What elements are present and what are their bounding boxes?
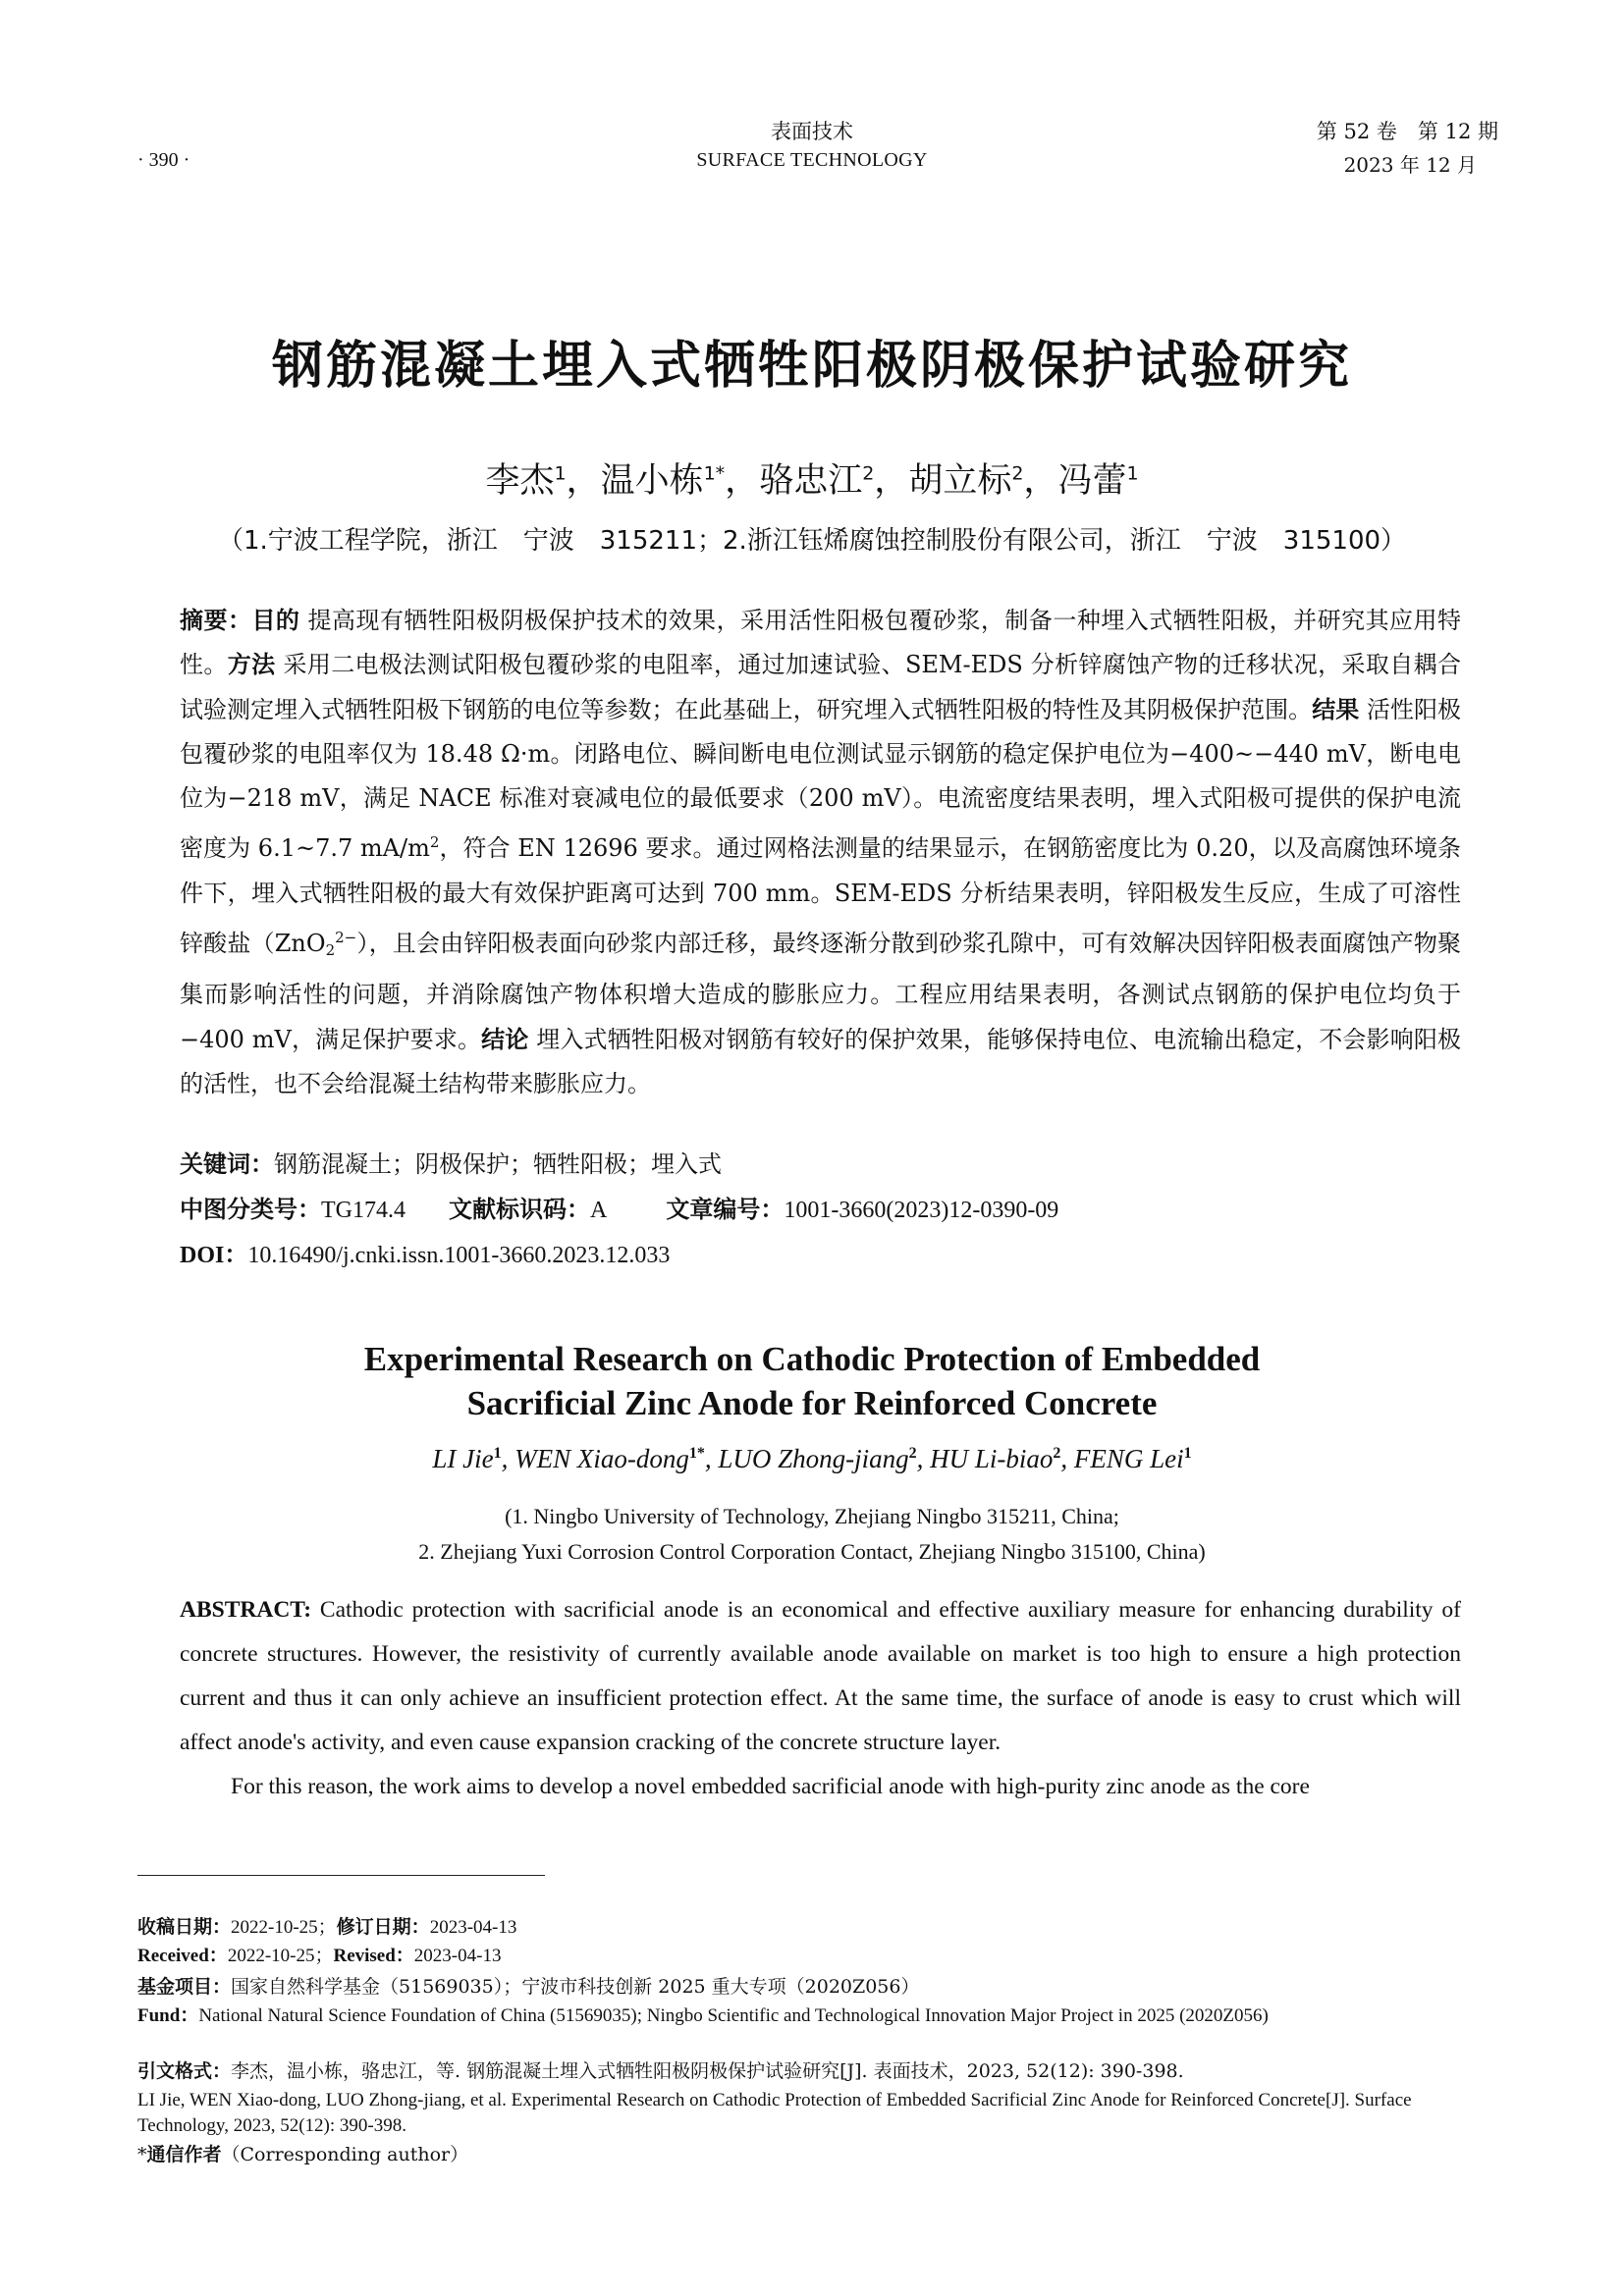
english-title-line: Sacrificial Zinc Anode for Reinforced Concrete xyxy=(466,1384,1158,1422)
author-mark: 2 xyxy=(908,1445,917,1462)
author-name: 冯蕾 xyxy=(1057,461,1127,501)
doi-value: 10.16490/j.cnki.issn.1001-3660.2023.12.033 xyxy=(247,1243,671,1268)
objective-text: 提高现有牺牲阳极阴极保护技术的效果，采用活性阳极包覆砂浆，制备一种埋入式牺牲阳极，并研究其应用特性。 xyxy=(180,607,1461,679)
author-separator: , xyxy=(501,1444,515,1473)
page-number: · 390 · xyxy=(137,149,190,171)
footnote-label: Fund： xyxy=(137,2005,199,2026)
author-name: WEN Xiao-dong xyxy=(514,1444,689,1473)
author-mark: 1* xyxy=(703,462,726,485)
methods-text: 采用二电极法测试阳极包覆砂浆的电阻率，通过加速试验、SEM-EDS 分析锌腐蚀产物的迁移状况，采取自耦合试验测定埋入式牺牲阳极下钢筋的电位等参数；在此基础上，研究埋入式牺牲阳极的特性及其阴极保护范围。 xyxy=(180,651,1462,723)
results-label: 结果 xyxy=(1312,695,1360,723)
author-mark: 2 xyxy=(1053,1445,1061,1462)
author-separator: ， xyxy=(566,461,601,501)
author-separator: ， xyxy=(725,461,760,501)
affiliation-en: 2. Zhejiang Yuxi Corrosion Control Corporation Contact, Zhejiang Ningbo 315100, China) xyxy=(418,1539,1206,1564)
footnote-received-cn xyxy=(137,1914,1497,1941)
footnote-text: 2023-04-13 xyxy=(413,1946,502,1966)
issue-date: 2023 年 12 月 xyxy=(1343,153,1477,177)
abstract-en-text: Cathodic protection with sacrificial anode is an economical and effective auxiliary measure for enhancing durability of concrete structures. However, the resistivity of currently available anode available on market is too high to ensure a high protection current and thus it can only achieve an insufficient protection effect. At the same time, the surface of anode is easy to crust which will affect anode's activity, and even cause expansion cracking of the concrete structure layer. xyxy=(180,1597,1461,1755)
author-mark: 1 xyxy=(493,1445,502,1462)
subscript: 2 xyxy=(325,941,336,960)
author-name: 骆忠江 xyxy=(759,461,863,501)
keywords xyxy=(180,1145,722,1179)
footnote-corresponding xyxy=(137,2142,1497,2167)
footnote-citation-en: LI Jie, WEN Xiao-dong, LUO Zhong-jiang, et al. Experimental Research on Cathodic Protection of Embedded Sacrificial Zinc Anode for Reinforced Concrete[J]. Surface Technology, 2023, 52(12): 390-398. xyxy=(137,2090,1412,2136)
footnote-label: 基金项目： xyxy=(137,1976,232,1998)
author-name: 胡立标 xyxy=(908,461,1012,501)
doc-code-value: A xyxy=(590,1198,608,1223)
footnote-label: 引文格式： xyxy=(137,2060,232,2082)
footnote-received-en xyxy=(137,1944,1497,1969)
author-mark: 1 xyxy=(1183,1445,1192,1462)
footnote-fund-cn xyxy=(137,1974,1497,2000)
superscript: 2− xyxy=(335,929,357,947)
footnote-text: 2022-10-25； xyxy=(231,1917,337,1938)
abstract-label: 摘要： xyxy=(180,607,252,634)
author-separator: , xyxy=(1060,1444,1074,1473)
author-separator: ， xyxy=(874,461,909,501)
doc-code-label: 文献标识码： xyxy=(449,1196,590,1223)
author-name: HU Li-biao xyxy=(930,1444,1054,1473)
footnote-divider xyxy=(137,1875,545,1876)
journal-name-cn: 表面技术 xyxy=(771,120,853,143)
classification-line xyxy=(180,1190,1058,1224)
author-mark: 2 xyxy=(1011,462,1024,485)
footnote-label: 收稿日期： xyxy=(137,1916,232,1938)
author-separator: , xyxy=(916,1444,931,1473)
keywords-label: 关键词： xyxy=(180,1150,274,1178)
footnote-fund-en xyxy=(137,2003,1497,2029)
page-title: 钢筋混凝土埋入式牺牲阳极阴极保护试验研究 xyxy=(271,337,1352,396)
footnote-mark: * xyxy=(137,2144,147,2165)
clc-label: 中图分类号： xyxy=(180,1196,321,1223)
results-text: ，符合 EN 12696 要求。通过网格法测量的结果显示，在钢筋密度比为 0.20，以及高腐蚀环境条件下，埋入式牺牲阳极的最大有效保护距离可达到 700 mm。SEM-EDS 分析结果表明，锌阳极发生反应，生成了可溶性锌酸盐（ZnO xyxy=(180,834,1461,958)
volume-issue: 第 52 卷 第 12 期 xyxy=(1316,120,1498,143)
footnote-text: National Natural Science Foundation of China (51569035); Ningbo Scientific and Technological Innovation Major Project in 2025 (2020Z056) xyxy=(198,2005,1269,2026)
author-mark: 2 xyxy=(862,462,875,485)
abstract-en xyxy=(180,1588,1461,1809)
footnote-label: Received： xyxy=(137,1946,228,1966)
author-separator: ， xyxy=(1023,461,1058,501)
author-name: 温小栋 xyxy=(600,461,704,501)
conclusion-label: 结论 xyxy=(481,1025,529,1053)
footnote-text: 2023-04-13 xyxy=(429,1917,517,1938)
author-name: FENG Lei xyxy=(1073,1444,1184,1473)
conclusion-text: 埋入式牺牲阳极对钢筋有较好的保护效果，能够保持电位、电流输出稳定，不会影响阳极的活性，也不会给混凝土结构带来膨胀应力。 xyxy=(180,1025,1461,1097)
footnote-text: 李杰，温小栋，骆忠江，等. 钢筋混凝土埋入式牺牲阳极阴极保护试验研究[J]. 表面技术，2023, 52(12): 390-398. xyxy=(231,2060,1184,2082)
abstract-label-en: ABSTRACT: xyxy=(180,1597,312,1623)
abstract-en-text: For this reason, the work aims to develop a novel embedded sacrificial anode with high-purity zinc anode as the core xyxy=(231,1774,1310,1799)
superscript: 2 xyxy=(429,833,440,852)
footnote-label: Revised： xyxy=(333,1946,414,1966)
doi-label: DOI： xyxy=(180,1243,248,1268)
author-separator: , xyxy=(704,1444,719,1473)
author-mark: 1 xyxy=(1126,462,1139,485)
affiliations-cn: （1.宁波工程学院，浙江 宁波 315211；2.浙江钰烯腐蚀控制股份有限公司，浙江 宁波 315100） xyxy=(217,526,1407,556)
author-name: LI Jie xyxy=(432,1444,494,1473)
article-no-value: 1001-3660(2023)12-0390-09 xyxy=(784,1198,1059,1223)
author-name: 李杰 xyxy=(485,461,555,501)
affiliation-en: (1. Ningbo University of Technology, Zhejiang Ningbo 315211, China; xyxy=(505,1504,1119,1528)
english-title-line: Experimental Research on Cathodic Protection of Embedded xyxy=(363,1340,1261,1378)
abstract-cn xyxy=(180,599,1461,1106)
results-text: 活性阳极包覆砂浆的电阻率仅为 18.48 Ω·m。闭路电位、瞬间断电电位测试显示钢筋的稳定保护电位为−400~−440 mV，断电电位为−218 mV，满足 NACE 标准对衰减电位的最低要求（200 mV）。电流密度结果表明，埋入式阳极可提供的保护电流密度为 6.1~7.7 mA/m xyxy=(180,695,1462,863)
author-name: LUO Zhong-jiang xyxy=(718,1444,909,1473)
article-no-label: 文章编号： xyxy=(666,1196,785,1223)
clc-value: TG174.4 xyxy=(321,1198,406,1223)
english-title xyxy=(0,1337,1624,1425)
author-list-en xyxy=(0,1444,1624,1474)
footnote-text: 国家自然科学基金（51569035）；宁波市科技创新 2025 重大专项（2020Z056） xyxy=(231,1976,920,1998)
footnote-label: 修订日期： xyxy=(336,1916,430,1938)
footnote-label: 通信作者 xyxy=(146,2144,222,2165)
footnote-citation-cn xyxy=(137,2058,1497,2084)
objective-label: 目的 xyxy=(251,607,300,634)
author-mark: 1* xyxy=(688,1445,705,1462)
methods-label: 方法 xyxy=(227,651,276,679)
results-text: ），且会由锌阳极表面向砂浆内部迁移，最终逐渐分散到砂浆孔隙中，可有效解决因锌阳极表面腐蚀产物聚集而影响活性的问题，并消除腐蚀产物体积增大造成的膨胀应力。工程应用结果表明，各测试点钢筋的保护电位均负于−400 mV，满足保护要求。 xyxy=(180,930,1462,1053)
footnote-text: 2022-10-25； xyxy=(227,1946,334,1966)
doi-line xyxy=(180,1235,670,1269)
footnote-text: （Corresponding author） xyxy=(221,2144,469,2165)
author-mark: 1 xyxy=(554,462,567,485)
author-list-cn xyxy=(0,454,1624,503)
keywords-text: 钢筋混凝土；阴极保护；牺牲阳极；埋入式 xyxy=(274,1150,722,1178)
journal-name-en: SURFACE TECHNOLOGY xyxy=(696,149,928,171)
